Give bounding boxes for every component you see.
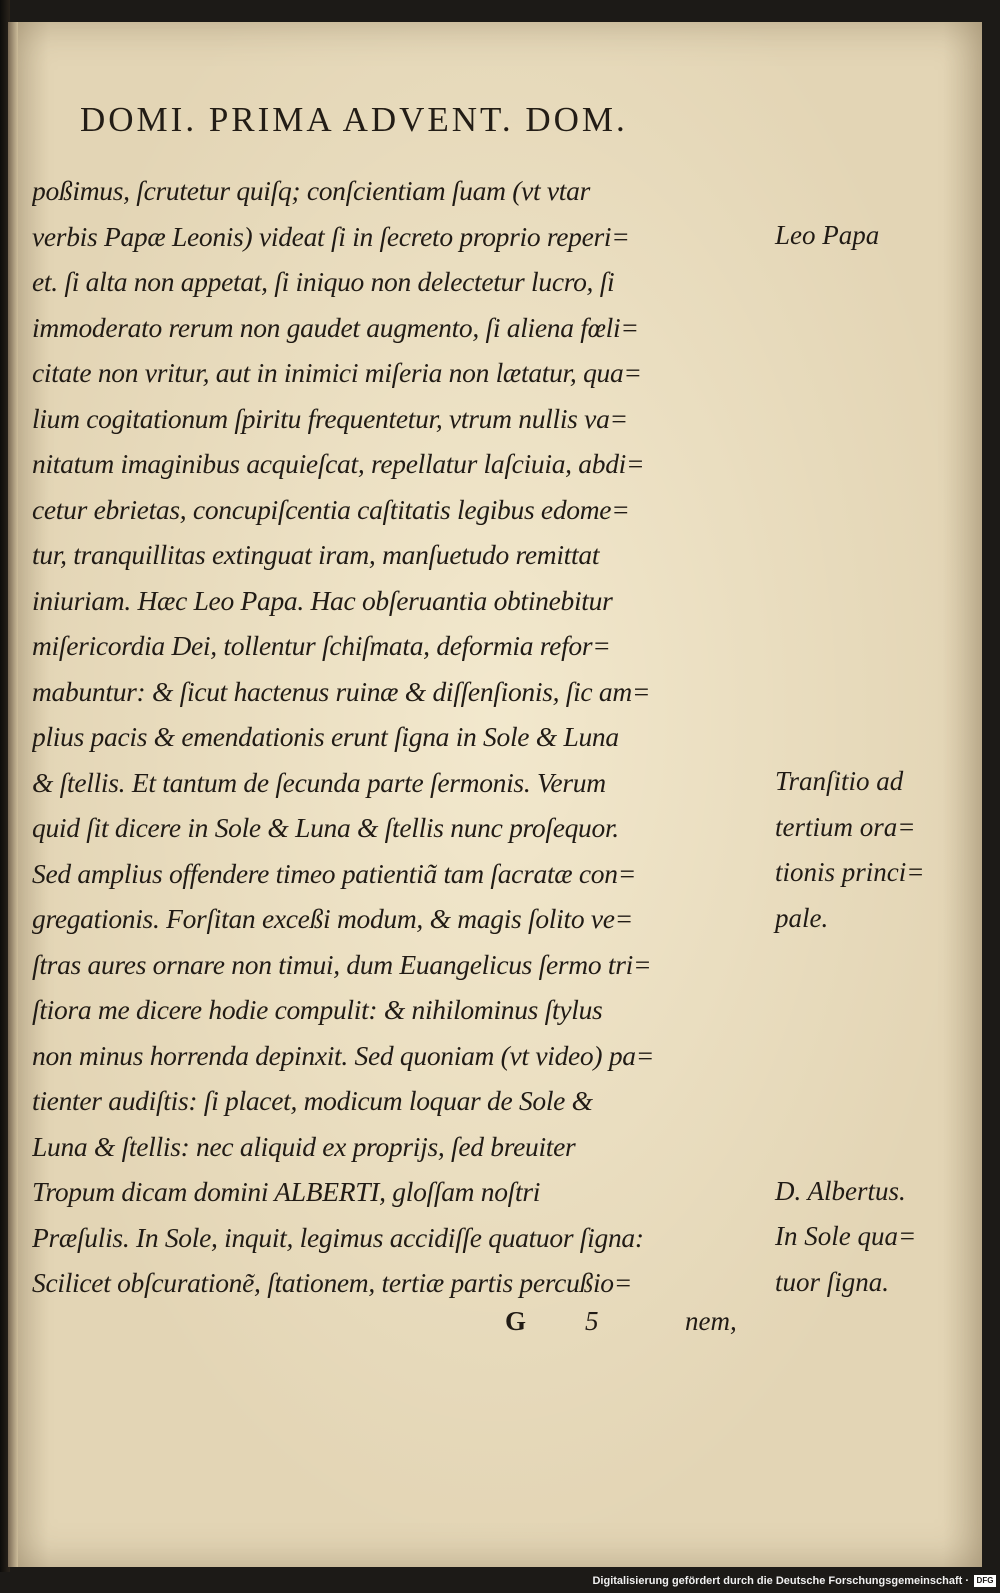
margin-note-line: In Sole qua=: [775, 1221, 917, 1251]
text-line: quid ſit dicere in Sole & Luna & ſtellis nunc proſequor.: [32, 812, 619, 843]
text-line: immoderato rerum non gaudet augmento, ſi aliena fœli=: [32, 311, 639, 343]
page-gutter: [8, 22, 18, 1567]
text-line: mabuntur: & ſicut hactenus ruinæ & diſſenſionis, ſic am=: [32, 675, 651, 707]
signature-letter: G: [505, 1306, 527, 1336]
text-line: poßimus, ſcrutetur quiſq; conſcientiam ſuam (vt vtar: [32, 175, 590, 206]
book-page: [10, 22, 982, 1567]
text-line: miſericordia Dei, tollentur ſchiſmata, deformia refor=: [32, 630, 611, 661]
text-line: Luna & ſtellis: nec aliquid ex proprijs, ſed breuiter: [32, 1130, 576, 1162]
margin-note-line: Tranſitio ad: [775, 766, 904, 796]
text-line: Præſulis. In Sole, inquit, legimus accidiſſe quatuor ſigna:: [32, 1221, 644, 1253]
text-line: iniuriam. Hæc Leo Papa. Hac obſeruantia obtinebitur: [32, 584, 613, 616]
margin-note-line: D. Albertus.: [775, 1176, 906, 1206]
margin-note-line: tionis princi=: [775, 857, 925, 887]
text-line: Tropum dicam domini ALBERTI, gloſſam noſtri: [32, 1176, 541, 1207]
text-line: lium cogitationum ſpiritu frequentetur, vtrum nullis va=: [32, 402, 628, 434]
dfg-logo: DFG: [974, 1575, 996, 1587]
text-line: non minus horrenda depinxit. Sed quoniam (vt video) pa=: [32, 1039, 654, 1071]
text-line: gregationis. Forſitan exceßi modum, & magis ſolito ve=: [32, 903, 633, 934]
digitization-credit: [592, 1573, 996, 1589]
text-line: Scilicet obſcuratione͂, ſtationem, tertiæ partis percußio=: [32, 1267, 633, 1298]
catchword: nem,: [685, 1306, 737, 1336]
margin-note-leo-papa: [775, 213, 975, 259]
text-line: Sed amplius offendere timeo patientiã tam ſacratæ con=: [32, 857, 636, 889]
running-head: DOMI. PRIMA ADVENT. DOM.: [80, 100, 628, 139]
text-line: ſtiora me dicere hodie compulit: & nihilominus ſtylus: [32, 994, 603, 1025]
margin-note-in-sole: [775, 1214, 975, 1305]
text-line: verbis Papæ Leonis) videat ſi in ſecreto proprio reperi=: [32, 220, 630, 252]
text-line: et. ſi alta non appetat, ſi iniquo non delectetur lucro, ſi: [32, 266, 615, 297]
body-text-block: [32, 168, 767, 1306]
text-line: citate non vritur, aut in inimici miſeria non lætatur, qua=: [32, 357, 642, 388]
margin-note-line: Leo Papa: [775, 220, 880, 250]
text-line: nitatum imaginibus acquieſcat, repellatur laſciuia, abdi=: [32, 448, 645, 479]
text-line: plius pacis & emendationis erunt ſigna in Sole & Luna: [32, 721, 619, 752]
margin-note-line: tertium ora=: [775, 811, 916, 842]
text-line: tur, tranquillitas extinguat iram, manſuetudo remittat: [32, 539, 600, 570]
signature-number: 5: [585, 1306, 599, 1336]
margin-note-line: pale.: [775, 902, 829, 933]
margin-note-albertus: [775, 1169, 975, 1215]
signature-mark: [505, 1306, 765, 1346]
text-line: cetur ebrietas, concupiſcentia caſtitatis legibus edome=: [32, 493, 630, 525]
credit-text: Digitalisierung gefördert durch die Deutsche Forschungsgemeinschaft ·: [592, 1575, 969, 1587]
margin-note-line: tuor ſigna.: [775, 1266, 890, 1297]
margin-note-transitio: [775, 759, 975, 941]
text-line: tienter audiſtis: ſi placet, modicum loquar de Sole &: [32, 1085, 593, 1116]
text-line: ſtras aures ornare non timui, dum Euangelicus ſermo tri=: [32, 948, 652, 980]
text-line: & ſtellis. Et tantum de ſecunda parte ſermonis. Verum: [32, 766, 606, 798]
